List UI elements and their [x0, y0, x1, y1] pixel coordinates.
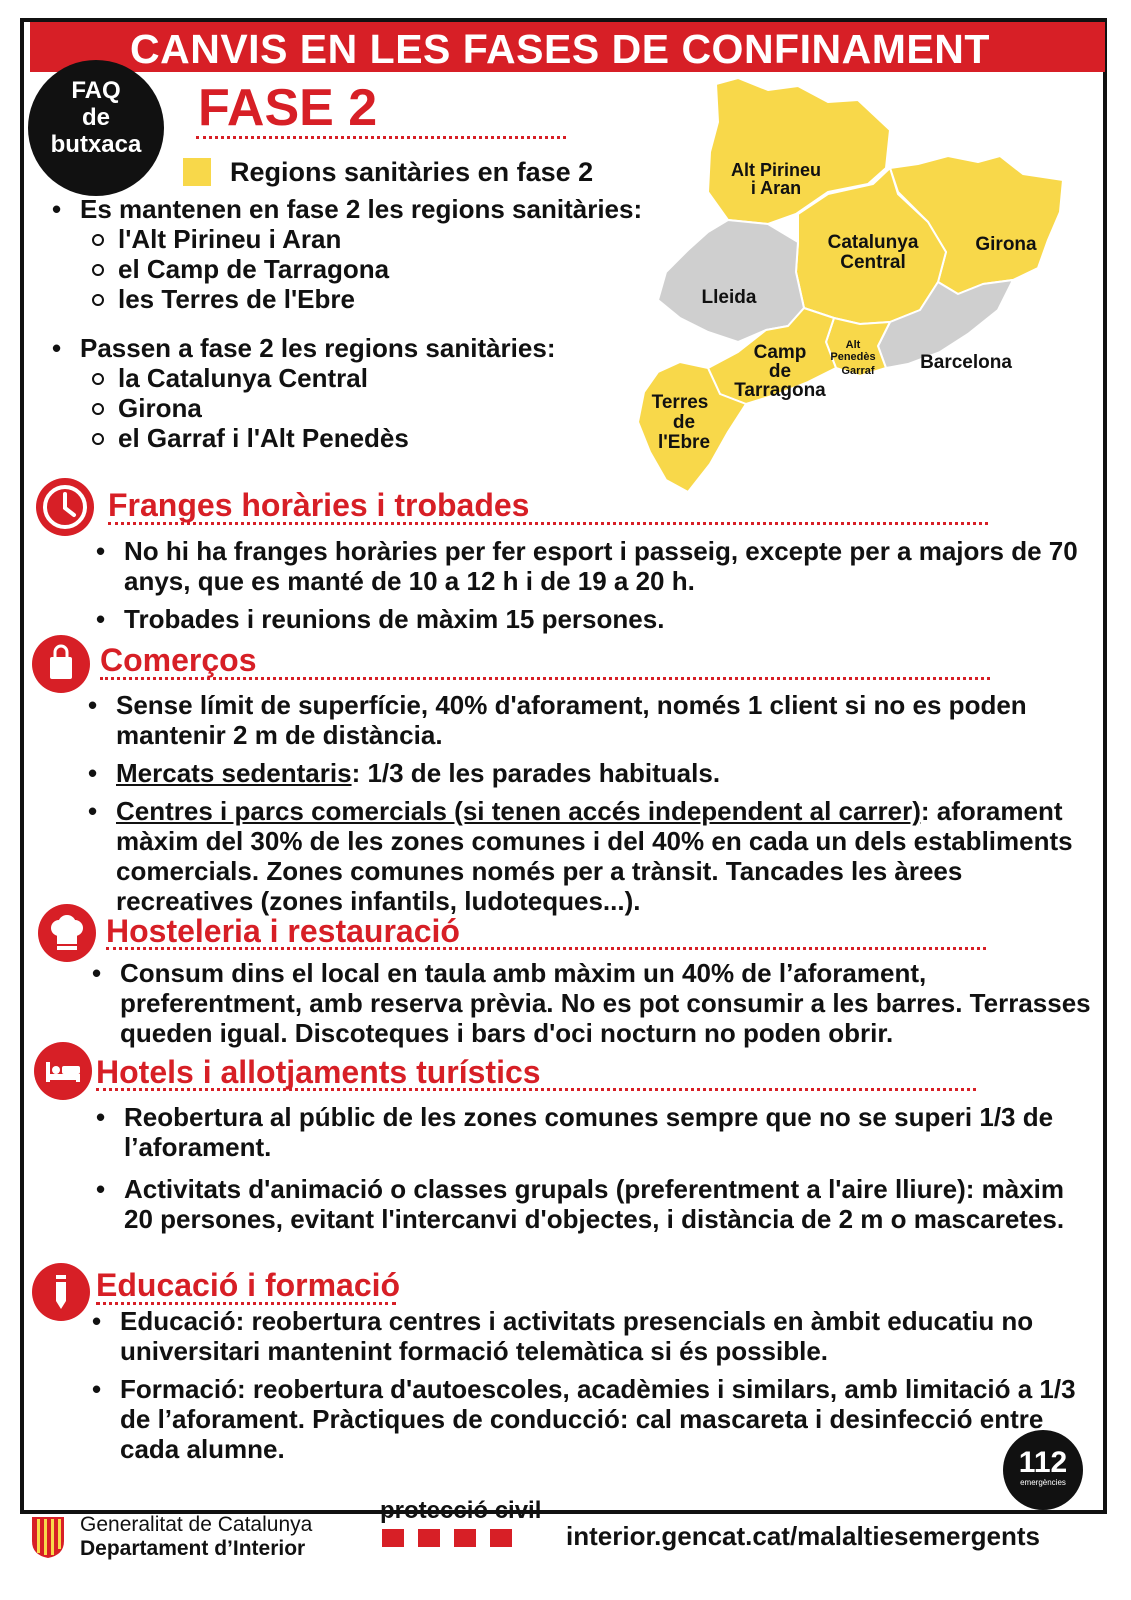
regions-moved-lead: • Passen a fase 2 les regions sanitàries: — [50, 333, 690, 363]
item-text: : aforament màxim del 30% de les zones comunes i del 40% en cada un dels establiments comercials. Zones comunes només per a trànsit. Tancades les àrees recreatives (zones infantils, ludoteques...). — [116, 796, 1073, 916]
generalitat-logo-icon — [28, 1515, 68, 1559]
legend-label: Regions sanitàries en fase 2 — [230, 157, 594, 187]
faq-line-2: de — [81, 104, 110, 131]
civil-protection-squares-icon — [382, 1529, 512, 1552]
region-item: el Camp de Tarragona — [50, 254, 690, 284]
section-rule — [106, 947, 986, 950]
item-underlined-label: Mercats sedentaris — [116, 758, 352, 788]
phase-title: FASE 2 — [198, 79, 378, 137]
map-label: de — [768, 361, 792, 382]
shopping-bag-icon — [32, 635, 90, 693]
regions-moved — [50, 333, 690, 453]
region-item: les Terres de l'Ebre — [50, 284, 690, 314]
section-rule — [96, 1302, 396, 1305]
gov-line-1: Generalitat de Catalunya — [80, 1513, 313, 1536]
section-title-educacio: Educació i formació — [96, 1267, 401, 1303]
regions-kept-lead: • Es mantenen en fase 2 les regions sanitàries: — [50, 194, 690, 224]
map-label: i Aran — [750, 178, 802, 198]
list-item: • Reobertura al públic de les zones comunes sempre que no se superi 1/3 de l’aforament. — [90, 1102, 1080, 1162]
map-label: Tarragona — [734, 380, 826, 401]
map-label: Terres — [651, 392, 709, 413]
section-title-hosteleria: Hosteleria i restauració — [106, 913, 460, 949]
list-item: • No hi ha franges horàries per fer esport i passeig, excepte per a majors de 70 anys, que es manté de 10 a 12 h i de 19 a 20 h. — [90, 536, 1080, 596]
chef-hat-icon — [38, 904, 96, 962]
list-item: • Formació: reobertura d'autoescoles, acadèmies i similars, amb limitació a 1/3 de l’aforament. Pràctiques de conducció: cal mascareta i desinfecció entre cada alumne. — [86, 1374, 1076, 1464]
badge-caption: emergències — [1020, 1478, 1066, 1487]
faq-line-1: FAQ — [71, 77, 121, 104]
franges-list — [90, 536, 1080, 642]
region-item: la Catalunya Central — [50, 363, 690, 393]
bed-icon — [34, 1042, 92, 1100]
map-label: Alt — [845, 339, 861, 351]
educacio-list — [86, 1306, 1076, 1472]
catalonia-map — [628, 72, 1098, 512]
comercos-list — [82, 690, 1077, 924]
clock-icon — [36, 478, 94, 536]
gov-line-2: Departament d’Interior — [80, 1537, 306, 1560]
map-label: Catalunya — [827, 232, 919, 253]
badge-number: 112 — [1018, 1446, 1068, 1479]
map-label: l'Ebre — [657, 432, 711, 453]
map-label: Lleida — [701, 287, 757, 308]
legend-swatch — [183, 158, 211, 186]
item-text: : 1/3 de les parades habituals. — [351, 758, 721, 788]
map-label: Girona — [975, 234, 1037, 255]
map-label: Camp — [753, 342, 807, 363]
phase-title-rule — [196, 136, 566, 139]
list-item: • Trobades i reunions de màxim 15 persones. — [90, 604, 1080, 634]
region-item: l'Alt Pirineu i Aran — [50, 224, 690, 254]
map-label: Barcelona — [920, 352, 1012, 373]
map-label: Penedès — [830, 351, 876, 363]
map-label: Garraf — [841, 365, 875, 377]
region-item: Girona — [50, 393, 690, 423]
list-item: • Sense límit de superfície, 40% d'aforament, només 1 client si no es poden mantenir 2 m de distància. — [82, 690, 1077, 750]
map-label: Central — [840, 252, 906, 273]
emergency-112-badge — [1003, 1430, 1083, 1510]
banner-title: CANVIS EN LES FASES DE CONFINAMENT — [130, 26, 990, 72]
pencil-icon — [32, 1263, 90, 1321]
list-item: • Educació: reobertura centres i activitats presencials en àmbit educatiu no universitari mantenint formació telemàtica si és possible. — [86, 1306, 1076, 1366]
hosteleria-list — [86, 958, 1091, 1056]
civil-protection-title: protecció civil — [380, 1497, 542, 1524]
section-title-franges: Franges horàries i trobades — [108, 487, 530, 523]
section-title-comercos: Comerços — [100, 642, 257, 678]
map-label: de — [672, 412, 696, 433]
item-underlined-label: Centres i parcs comercials (si tenen accés independent al carrer) — [116, 796, 921, 826]
hotels-list — [90, 1102, 1080, 1242]
section-rule — [108, 522, 988, 525]
region-item: el Garraf i l'Alt Penedès — [50, 423, 690, 453]
list-item: • Activitats d'animació o classes grupals (preferentment a l'aire lliure): màxim 20 persones, evitant l'intercanvi d'objectes, i distància de 2 m o mascaretes. — [90, 1174, 1080, 1234]
list-item — [82, 796, 1077, 916]
footer-url-link[interactable]: interior.gencat.cat/malaltiesemergents — [566, 1521, 1040, 1551]
map-label: Alt Pirineu — [730, 160, 822, 180]
footer — [0, 1497, 1131, 1600]
section-rule — [96, 1088, 976, 1091]
section-rule — [100, 677, 990, 680]
faq-badge — [28, 60, 164, 196]
map-region-lleida — [658, 220, 804, 342]
list-item: • Consum dins el local en taula amb màxim un 40% de l’aforament, preferentment, amb reserva prèvia. No es pot consumir a les barres. Terrasses queden igual. Discoteques i bars d'oci nocturn no poden obrir. — [86, 958, 1091, 1048]
regions-kept — [50, 194, 690, 314]
list-item — [82, 758, 1077, 788]
faq-line-3: butxaca — [50, 131, 142, 158]
section-title-hotels: Hotels i allotjaments turístics — [96, 1054, 541, 1090]
